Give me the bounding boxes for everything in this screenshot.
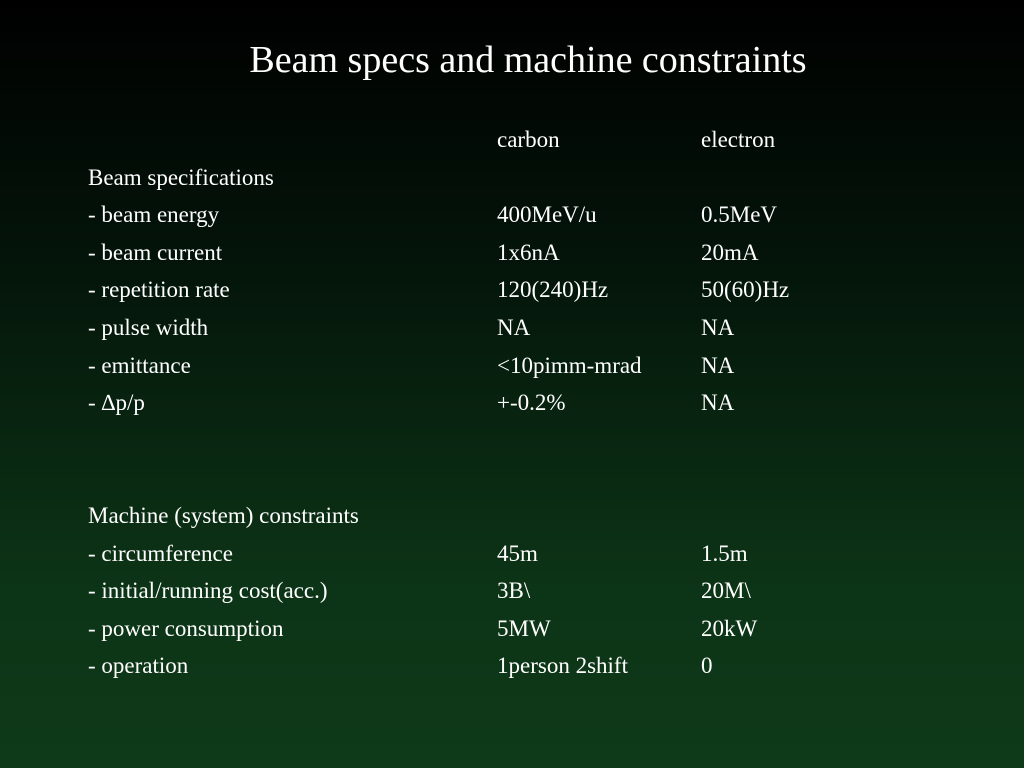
table-row-repetition-rate [88,271,988,309]
carbon-value: <10pimm-mrad [497,352,642,378]
slide-title: Beam specs and machine constraints [249,39,807,81]
table-row-power-consumption [88,610,988,648]
blank-row [88,459,988,497]
table-row-circumference [88,535,988,573]
section-title-beam-specifications: Beam specifications [88,164,274,190]
row-label: - pulse width [88,314,209,340]
table-row-beam-current [88,234,988,272]
table-header-row [88,121,988,159]
electron-value: 1.5m [701,540,748,566]
column-header-carbon: carbon [497,127,560,152]
electron-value: 20M\ [701,578,751,604]
electron-value: NA [701,390,735,416]
row-label: - operation [88,653,189,679]
carbon-value: 1x6nA [497,239,560,265]
row-label: - beam energy [88,202,220,228]
carbon-value: 1person 2shift [497,653,628,679]
row-label: - beam current [88,239,223,265]
electron-value: NA [701,314,735,340]
column-header-electron: electron [701,127,776,152]
table-row-cost [88,572,988,610]
carbon-value: 400MeV/u [497,202,597,228]
row-label: - circumference [88,540,233,566]
table-row-momentum-spread [88,384,988,459]
row-label: - power consumption [88,615,284,641]
row-label: - emittance [88,352,191,378]
table-row-pulse-width [88,309,988,347]
electron-value: 0 [701,653,713,679]
row-label: - ∆p/p [88,390,145,416]
table-row-beam-energy [88,196,988,234]
electron-value: NA [701,352,735,378]
electron-value: 0.5MeV [701,202,778,228]
table-row-emittance [88,347,988,385]
carbon-value: 5MW [497,615,551,641]
carbon-value: +-0.2% [497,390,566,416]
electron-value: 50(60)Hz [701,277,790,303]
electron-value: 20kW [701,615,758,641]
table-row-operation [88,647,988,685]
carbon-value: 120(240)Hz [497,277,609,303]
electron-value: 20mA [701,239,759,265]
section-title-machine-constraints: Machine (system) constraints [88,502,359,528]
row-label: - repetition rate [88,277,230,303]
carbon-value: 45m [497,540,538,566]
carbon-value: NA [497,314,531,340]
carbon-value: 3B\ [497,578,531,604]
row-label: - initial/running cost(acc.) [88,578,328,604]
section-heading-beam [88,159,988,197]
spec-table [88,121,988,685]
section-heading-machine [88,497,988,535]
